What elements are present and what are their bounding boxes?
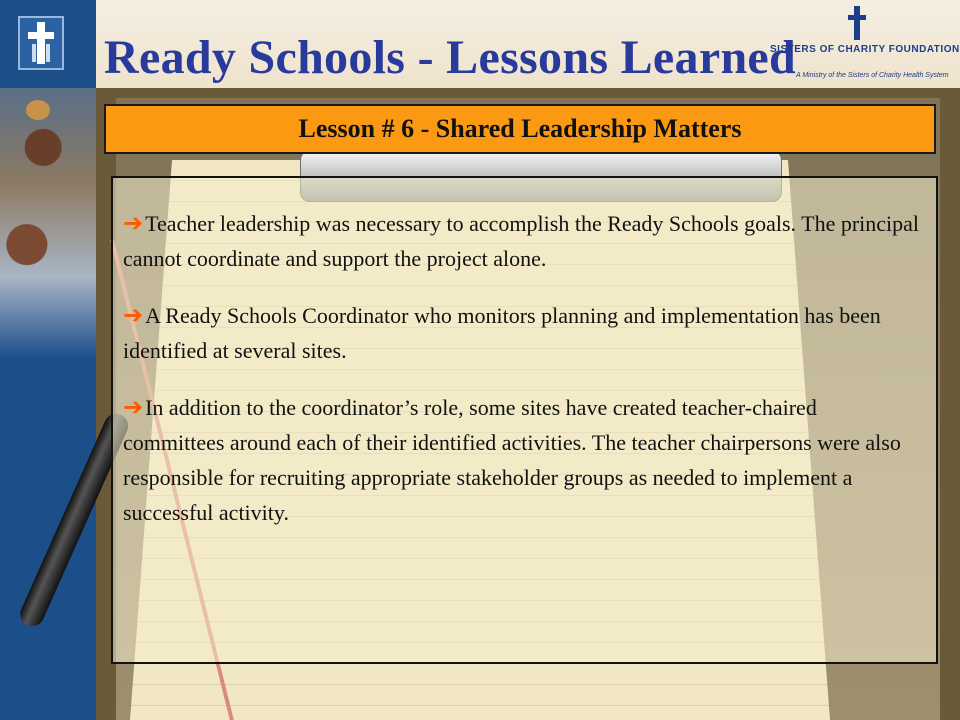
page-title: Ready Schools - Lessons Learned	[104, 31, 797, 84]
bullet-text: In addition to the coordinator’s role, some sites have created teacher-chaired committees around each of their identified activities. The teacher chairpersons were also responsible for recruiting appropriate stakeholder groups as needed to implement a successful activity.	[123, 395, 901, 525]
content-box	[111, 176, 938, 664]
arrow-right-icon: ➔	[123, 301, 144, 329]
bullet-item	[123, 298, 920, 368]
flower-decoration	[26, 100, 50, 120]
cross-logo-icon	[18, 16, 64, 70]
side-photo	[0, 88, 96, 358]
bullet-item	[123, 206, 920, 276]
org-tagline: A Ministry of the Sisters of Charity Health System	[796, 72, 949, 79]
org-logo	[770, 6, 960, 82]
arrow-right-icon: ➔	[123, 209, 144, 237]
lesson-title: Lesson # 6 - Shared Leadership Matters	[298, 114, 742, 143]
bullet-text: Teacher leadership was necessary to accomplish the Ready Schools goals. The principal cannot coordinate and support the project alone.	[123, 211, 920, 271]
org-name: SISTERS OF CHARITY FOUNDATION	[770, 44, 960, 55]
bullet-text: A Ready Schools Coordinator who monitors planning and implementation has been identified at several sites.	[123, 303, 881, 363]
side-strip	[0, 0, 96, 720]
arrow-right-icon: ➔	[123, 393, 144, 421]
lesson-banner	[104, 104, 936, 154]
bullet-item	[123, 390, 920, 530]
cross-logo-icon	[848, 6, 866, 40]
